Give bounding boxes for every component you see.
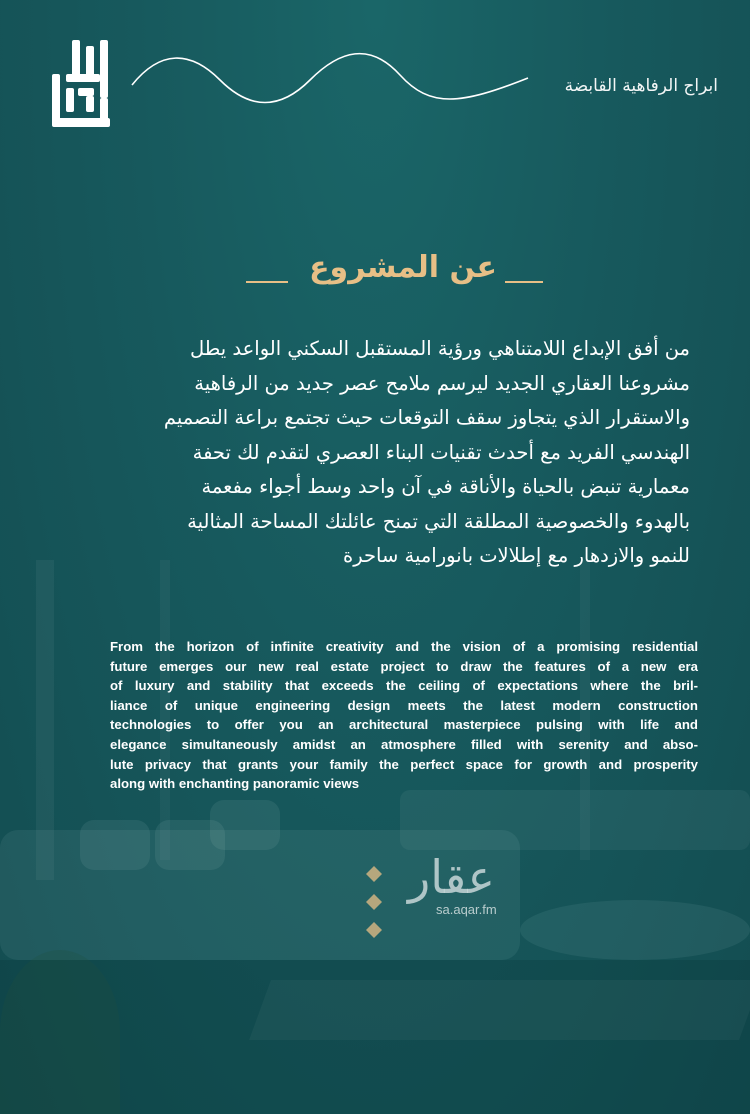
arabic-line: مشروعنا العقاري الجديد ليرسم ملامح عصر جديد من الرفاهية: [194, 371, 690, 395]
watermark-word: عقار: [408, 850, 495, 904]
rug-shape: [249, 980, 750, 1040]
english-line: From the horizon of infinite creativity and the vision of a promising residential: [110, 639, 698, 654]
arabic-line: والاستقرار الذي يتجاوز سقف التوقعات حيث تجتمع براعة التصميم: [163, 406, 690, 429]
english-line: future emerges our new real estate project to draw the features of a new era: [110, 658, 698, 674]
plant-shape: [0, 950, 120, 1114]
pillow-shape: [80, 820, 150, 870]
english-description: [110, 637, 698, 794]
arabic-line: الهندسي الفريد مع أحدث تقنيات البناء العصري لتقدم لك تحفة: [192, 440, 690, 464]
arabic-line: معمارية تنبض بالحياة والأناقة في آن واحد وسط أجواء مفعمة: [201, 475, 690, 498]
arabic-line: بالهدوء والخصوصية المطلقة التي تمنح عائلتك المساحة المثالية: [187, 509, 690, 533]
english-line: elegance simultaneously amidst an atmosphere filled with serenity and abso-: [110, 736, 698, 752]
arabic-description: [96, 332, 690, 574]
company-logo-icon: [48, 38, 114, 130]
section-heading: [0, 248, 750, 296]
wave-line-decoration: [130, 40, 530, 110]
english-line: lute privacy that grants your family the perfect space for growth and prosperity: [110, 756, 698, 772]
company-name: ابراج الرفاهية القابضة: [564, 76, 718, 96]
watermark-dots-icon: [364, 864, 384, 944]
watermark-url: sa.aqar.fm: [436, 902, 497, 917]
english-line: of luxury and stability that exceeds the ceiling of expectations where the bril-: [110, 678, 698, 694]
english-line: along with enchanting panoramic views: [110, 776, 360, 792]
english-line: liance of unique engineering design meets the latest modern construction: [110, 697, 698, 713]
english-line: technologies to offer you an architectural masterpiece pulsing with life and: [110, 717, 698, 733]
arabic-line: للنمو والازدهار مع إطلالات بانورامية ساحرة: [343, 544, 690, 567]
heading-line-left: [246, 281, 288, 283]
pillow-shape: [210, 800, 280, 850]
section-title: عن المشروع: [309, 250, 497, 285]
coffee-table-shape: [520, 900, 750, 960]
aqar-watermark: [364, 850, 534, 940]
heading-line-right: [505, 281, 543, 283]
arabic-line: من أفق الإبداع اللامتناهي ورؤية المستقبل السكني الواعد يطل: [190, 337, 690, 360]
